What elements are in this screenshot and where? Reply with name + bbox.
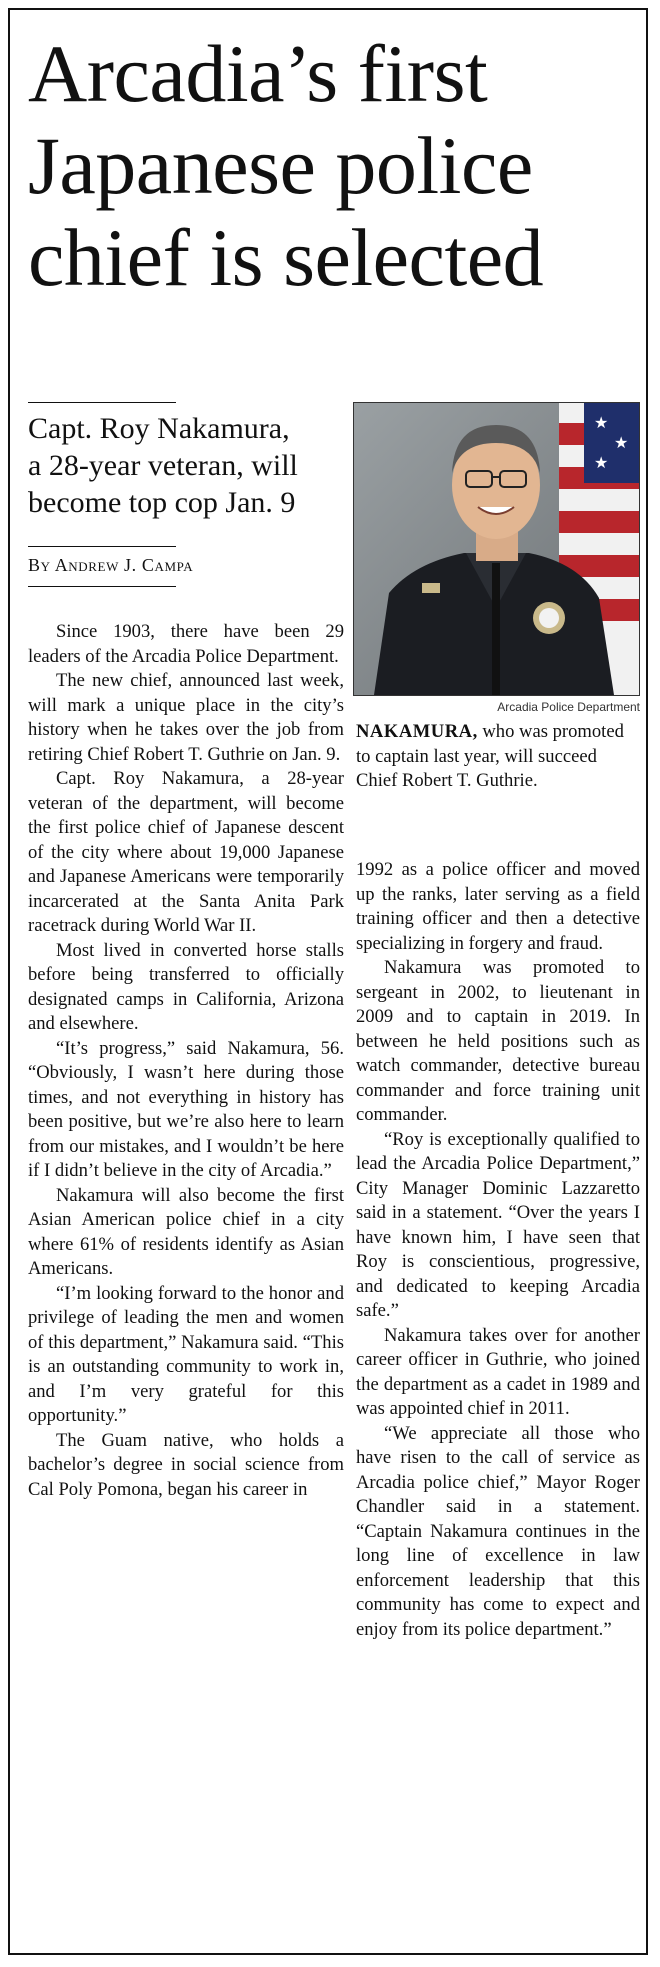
deck-line: Capt. Roy Nakamura, (28, 412, 290, 445)
caption-lead: NAKAMURA, (356, 721, 478, 742)
deck-line: become top cop Jan. 9 (28, 486, 296, 519)
photo-caption (356, 720, 640, 794)
paragraph: Nakamura takes over for another career officer in Guthrie, who joined the department as a cadet in 1989 and was appointed chief in 2011. (356, 1324, 640, 1419)
paragraph: Nakamura was promoted to sergeant in 2002, to lieutenant in 2009 and to captain in 2019. In between he held positions such as watch commander, detective bureau commander and force training unit commander. (356, 957, 640, 1125)
svg-text:★: ★ (594, 413, 609, 432)
svg-text:★: ★ (614, 433, 629, 452)
article-column-right (356, 858, 640, 1642)
paragraph-continued: 1992 as a police officer and moved up the ranks, later serving as a field training officer and then a detective specializing in forgery and fraud. (356, 859, 640, 954)
paragraph: Most lived in converted horse stalls before being transferred to officially designated camps in California, Arizona and elsewhere. (28, 939, 344, 1034)
paragraph: “We appreciate all those who have risen to the call of service as Arcadia police chief,” Mayor Roger Chandler said in a statement. “Captain Nakamura continues in the long line of excellence in law enforcement leadership that this community has come to expect and enjoy from its police department.” (356, 1422, 640, 1640)
deck-line: a 28-year veteran, will (28, 449, 298, 482)
paragraph: “It’s progress,” said Nakamura, 56. “Obviously, I wasn’t here during those times, and not everything in history has been positive, but we’re also here to learn from our mistakes, and I wouldn’t be here if I didn’t believe in the city of Arcadia.” (28, 1037, 344, 1181)
paragraph: Capt. Roy Nakamura, a 28-year veteran of the department, will become the first police chief of Japanese descent of the city where about 19,000 Japanese and Japanese Americans were temporarily incarcerated at the Santa Anita Park racetrack during World War II. (28, 768, 344, 936)
paragraph: Nakamura will also become the first Asian American police chief in a city where 61% of residents identify as Asian Americans. (28, 1184, 344, 1279)
headline-line: Arcadia’s first (28, 28, 488, 119)
paragraph: “I’m looking forward to the honor and privilege of leading the men and women of this department,” Nakamura said. “This is an outstanding community to work in, and I’m very grateful for this opportunity.” (28, 1282, 344, 1426)
byline: By Andrew J. Campa (28, 555, 194, 575)
portrait-photo (353, 402, 640, 696)
byline-rule (28, 586, 176, 587)
paragraph: “Roy is exceptionally qualified to lead the Arcadia Police Department,” City Manager Dominic Lazzaretto said in a statement. “Over the years I have known him, I have seen that Roy is conscientious, progressive, and dedicated to keeping Arcadia safe.” (356, 1128, 640, 1321)
svg-text:★: ★ (594, 453, 609, 472)
article-frame (8, 8, 648, 1955)
article-column-left (28, 620, 344, 1502)
deck (28, 410, 348, 521)
paragraph: The Guam native, who holds a bachelor’s degree in social science from Cal Poly Pomona, began his career in (28, 1429, 344, 1500)
paragraph: Since 1903, there have been 29 leaders of the Arcadia Police Department. (28, 621, 344, 667)
headline (28, 28, 638, 304)
photo-credit: Arcadia Police Department (497, 700, 640, 714)
paragraph: The new chief, announced last week, will mark a unique place in the city’s history when he takes over the job from retiring Chief Robert T. Guthrie on Jan. 9. (28, 670, 344, 765)
deck-bottom-rule (28, 546, 176, 547)
caption-text: who was promoted to captain last year, will succeed Chief Robert T. Guthrie. (356, 721, 624, 791)
deck-top-rule (28, 402, 176, 403)
headline-line: Japanese police (28, 120, 533, 211)
headline-line: chief is selected (28, 212, 544, 303)
officer-portrait-image (354, 403, 639, 695)
